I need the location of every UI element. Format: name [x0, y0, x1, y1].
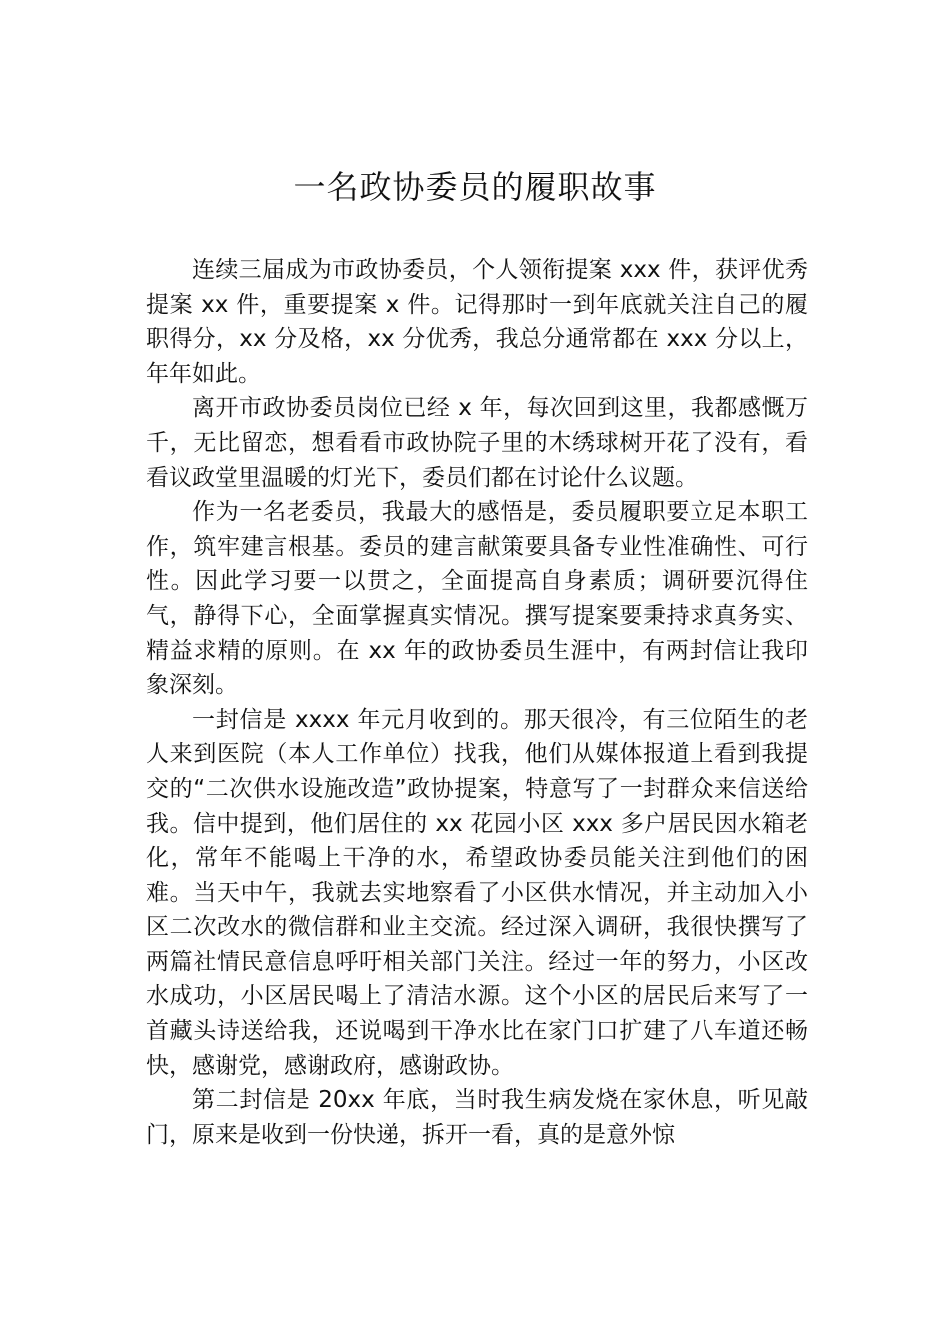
paragraph-4: 一封信是 xxxx 年元月收到的。那天很冷，有三位陌生的老人来到医院（本人工作单位）找我，他们从媒体报道上看到我提交的“二次供水设施改造”政协提案，特意写了一封群众来信送给我。信中提到，他们居住的 xx 花园小区 xxx 多户居民因水箱老化，常年不能喝上干净的水，希望政协委员能关注到他们的困难。当天中午，我就去实地察看了小区供水情况，并主动加入小区二次改水的微信群和业主交流。经过深入调研，我很快撰写了两篇社情民意信息呼吁相关部门关注。经过一年的努力，小区改水成功，小区居民喝上了清洁水源。这个小区的居民后来写了一首藏头诗送给我，还说喝到干净水比在家门口扩建了八车道还畅快，感谢党，感谢政府，感谢政协。: [146, 706, 808, 1079]
document-body: [146, 253, 808, 1152]
paragraph-5: 第二封信是 20xx 年底，当时我生病发烧在家休息，听见敲门，原来是收到一份快递，拆开一看，真的是意外惊: [146, 1087, 808, 1148]
document-title: 一名政协委员的履职故事: [293, 168, 657, 206]
paragraph-3: 作为一名老委员，我最大的感悟是，委员履职要立足本职工作，筑牢建言根基。委员的建言献策要具备专业性准确性、可行性。因此学习要一以贯之，全面提高自身素质；调研要沉得住气，静得下心，全面掌握真实情况。撰写提案要秉持求真务实、精益求精的原则。在 xx 年的政协委员生涯中，有两封信让我印象深刻。: [146, 499, 808, 699]
paragraph-2: 离开市政协委员岗位已经 x 年，每次回到这里，我都感慨万千，无比留恋，想看看市政协院子里的木绣球树开花了没有，看看议政堂里温暖的灯光下，委员们都在讨论什么议题。: [146, 395, 808, 491]
paragraph-1: 连续三届成为市政协委员，个人领衔提案 xxx 件，获评优秀提案 xx 件，重要提案 x 件。记得那时一到年底就关注自己的履职得分，xx 分及格，xx 分优秀，我总分通常都在 xxx 分以上，年年如此。: [146, 257, 808, 387]
